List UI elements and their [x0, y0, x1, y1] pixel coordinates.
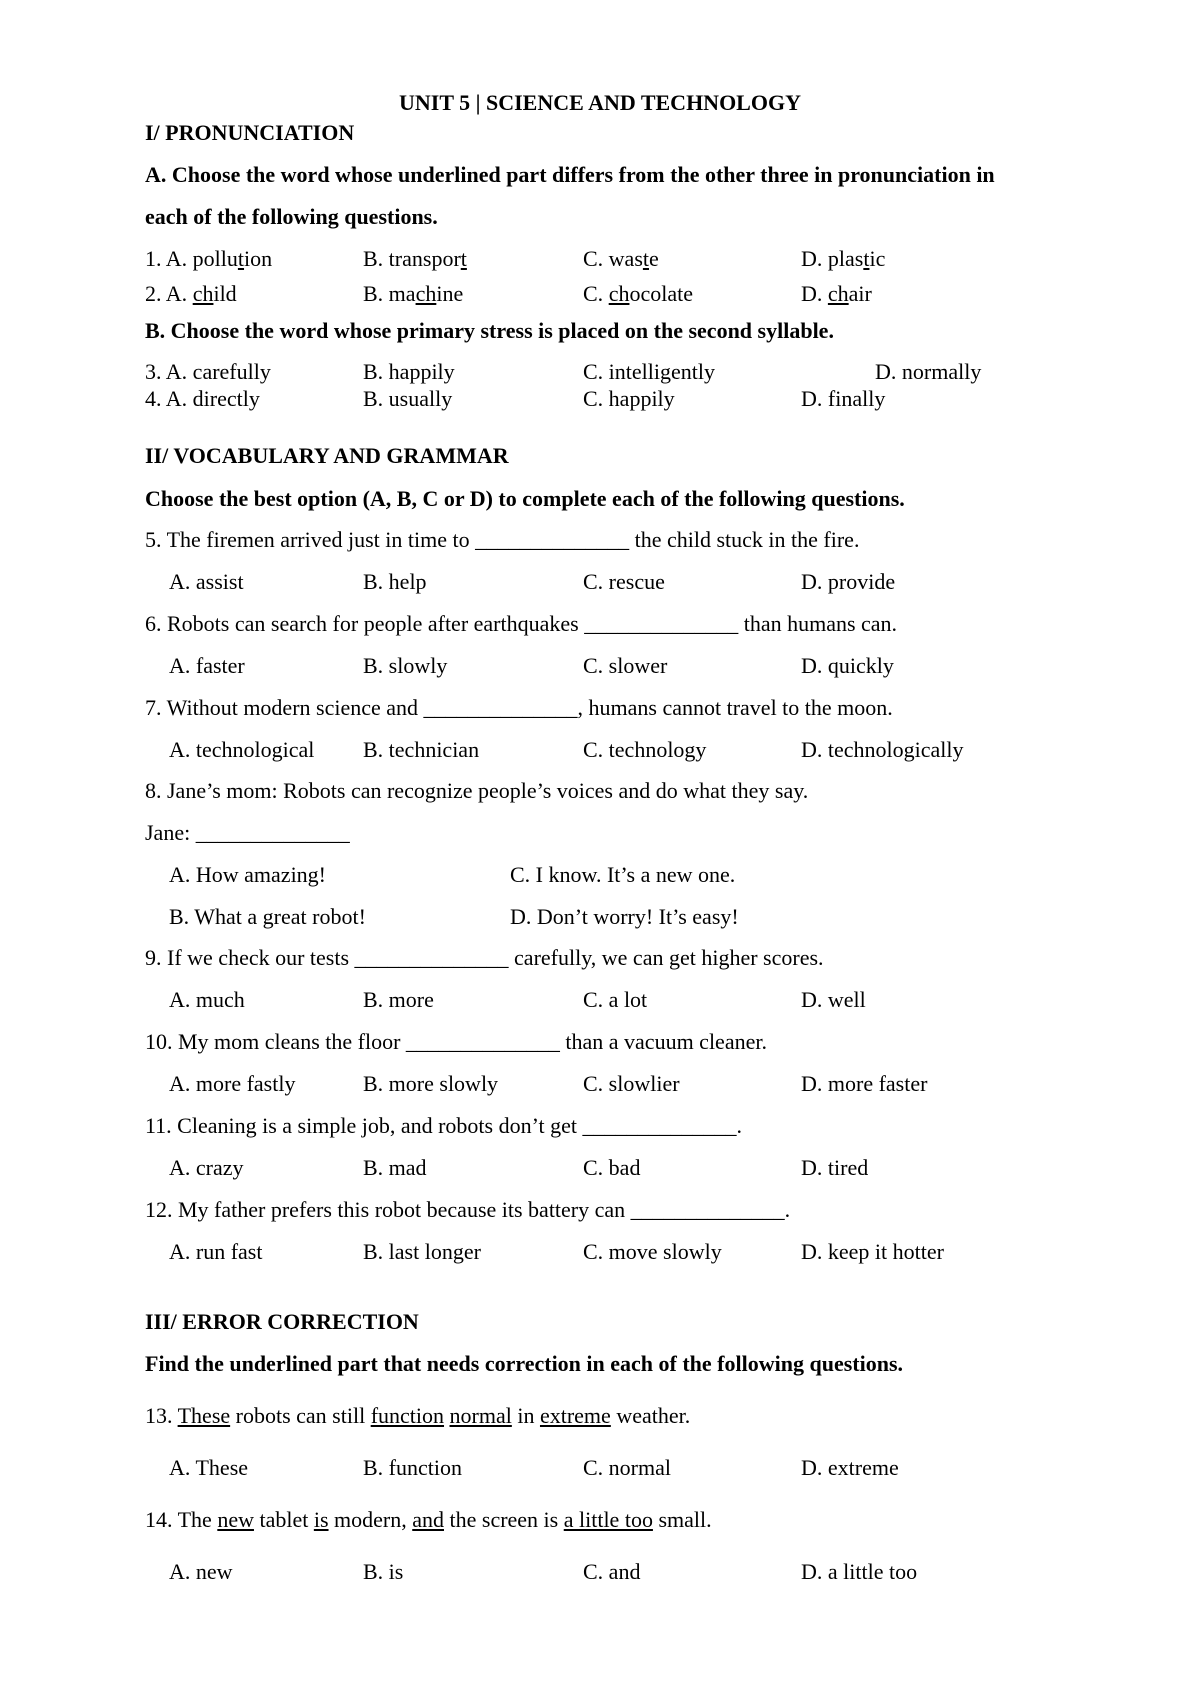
- q4-option-c: C. happily: [583, 386, 675, 411]
- q10-option-c: C. slowlier: [583, 1071, 680, 1096]
- q2-option-a: 2. A. child: [145, 281, 237, 306]
- q3-option-a: 3. A. carefully: [145, 359, 271, 384]
- q10-option-d: D. more faster: [801, 1071, 928, 1096]
- q9-option-d: D. well: [801, 987, 866, 1012]
- q10-stem: 10. My mom cleans the floor ______________ than a vacuum cleaner.: [145, 1029, 767, 1054]
- instruction-a-cont: each of the following questions.: [145, 204, 438, 229]
- q6-option-b: B. slowly: [363, 653, 448, 678]
- q8-option-d: D. Don’t worry! It’s easy!: [510, 904, 739, 929]
- q13-option-b: B. function: [363, 1455, 462, 1480]
- q6-option-d: D. quickly: [801, 653, 894, 678]
- q1-option-b: B. transport: [363, 246, 467, 271]
- instruction-error-correction: Find the underlined part that needs correction in each of the following questions.: [145, 1351, 904, 1376]
- q14-option-c: C. and: [583, 1559, 641, 1584]
- q11-option-a: A. crazy: [169, 1155, 244, 1180]
- q5-option-d: D. provide: [801, 569, 896, 594]
- q1-option-d: D. plastic: [801, 246, 886, 271]
- q7-stem: 7. Without modern science and ______________, humans cannot travel to the moon.: [145, 695, 893, 720]
- q6-option-a: A. faster: [169, 653, 245, 678]
- q8-option-c: C. I know. It’s a new one.: [510, 862, 736, 887]
- q9-stem: 9. If we check our tests ______________ carefully, we can get higher scores.: [145, 945, 824, 970]
- q4-option-b: B. usually: [363, 386, 453, 411]
- q9-option-c: C. a lot: [583, 987, 648, 1012]
- q13-option-d: D. extreme: [801, 1455, 899, 1480]
- q6-option-c: C. slower: [583, 653, 668, 678]
- section-heading-error-correction: III/ ERROR CORRECTION: [145, 1309, 419, 1334]
- q11-option-c: C. bad: [583, 1155, 641, 1180]
- instruction-vocabulary: Choose the best option (A, B, C or D) to complete each of the following questions.: [145, 486, 905, 511]
- q5-option-c: C. rescue: [583, 569, 665, 594]
- q14-option-a: A. new: [169, 1559, 233, 1584]
- q11-option-b: B. mad: [363, 1155, 427, 1180]
- q3-option-b: B. happily: [363, 359, 455, 384]
- q11-option-d: D. tired: [801, 1155, 869, 1180]
- q13-stem: 13. These robots can still function normal in extreme weather.: [145, 1403, 691, 1428]
- q7-option-d: D. technologically: [801, 737, 964, 762]
- q6-stem: 6. Robots can search for people after earthquakes ______________ than humans can.: [145, 611, 898, 636]
- q12-stem: 12. My father prefers this robot because its battery can ______________.: [145, 1197, 791, 1222]
- page-title: UNIT 5 | SCIENCE AND TECHNOLOGY: [399, 90, 801, 115]
- instruction-a: A. Choose the word whose underlined part differs from the other three in pronunciation in: [145, 162, 995, 187]
- q2-option-d: D. chair: [801, 281, 872, 306]
- q10-option-b: B. more slowly: [363, 1071, 499, 1096]
- q1-option-c: C. waste: [583, 246, 659, 271]
- q4-option-d: D. finally: [801, 386, 886, 411]
- q14-stem: 14. The new tablet is modern, and the screen is a little too small.: [145, 1507, 712, 1532]
- q3-option-d: D. normally: [875, 359, 982, 384]
- q10-option-a: A. more fastly: [169, 1071, 296, 1096]
- q2-option-c: C. chocolate: [583, 281, 693, 306]
- q2-option-b: B. machine: [363, 281, 464, 306]
- q5-stem: 5. The firemen arrived just in time to ______________ the child stuck in the fire.: [145, 527, 860, 552]
- q13-option-a: A. These: [169, 1455, 249, 1480]
- q12-option-c: C. move slowly: [583, 1239, 722, 1264]
- q7-option-c: C. technology: [583, 737, 707, 762]
- q5-option-b: B. help: [363, 569, 427, 594]
- q12-option-a: A. run fast: [169, 1239, 263, 1264]
- q14-option-b: B. is: [363, 1559, 404, 1584]
- q1-option-a: 1. A. pollution: [145, 246, 273, 271]
- q14-option-d: D. a little too: [801, 1559, 918, 1584]
- q12-option-d: D. keep it hotter: [801, 1239, 944, 1264]
- q7-option-a: A. technological: [169, 737, 315, 762]
- q8-response: Jane: ______________: [145, 820, 350, 845]
- q13-option-c: C. normal: [583, 1455, 671, 1480]
- q11-stem: 11. Cleaning is a simple job, and robots don’t get ______________.: [145, 1113, 743, 1138]
- section-heading-pronunciation: I/ PRONUNCIATION: [145, 120, 355, 145]
- q5-option-a: A. assist: [169, 569, 244, 594]
- q4-option-a: 4. A. directly: [145, 386, 260, 411]
- q7-option-b: B. technician: [363, 737, 480, 762]
- q12-option-b: B. last longer: [363, 1239, 481, 1264]
- q8-option-a: A. How amazing!: [169, 862, 327, 887]
- q3-option-c: C. intelligently: [583, 359, 715, 384]
- q9-option-b: B. more: [363, 987, 434, 1012]
- instruction-b: B. Choose the word whose primary stress is placed on the second syllable.: [145, 318, 834, 343]
- section-heading-vocabulary: II/ VOCABULARY AND GRAMMAR: [145, 443, 509, 468]
- q8-option-b: B. What a great robot!: [169, 904, 366, 929]
- q9-option-a: A. much: [169, 987, 245, 1012]
- q8-stem: 8. Jane’s mom: Robots can recognize people’s voices and do what they say.: [145, 778, 809, 803]
